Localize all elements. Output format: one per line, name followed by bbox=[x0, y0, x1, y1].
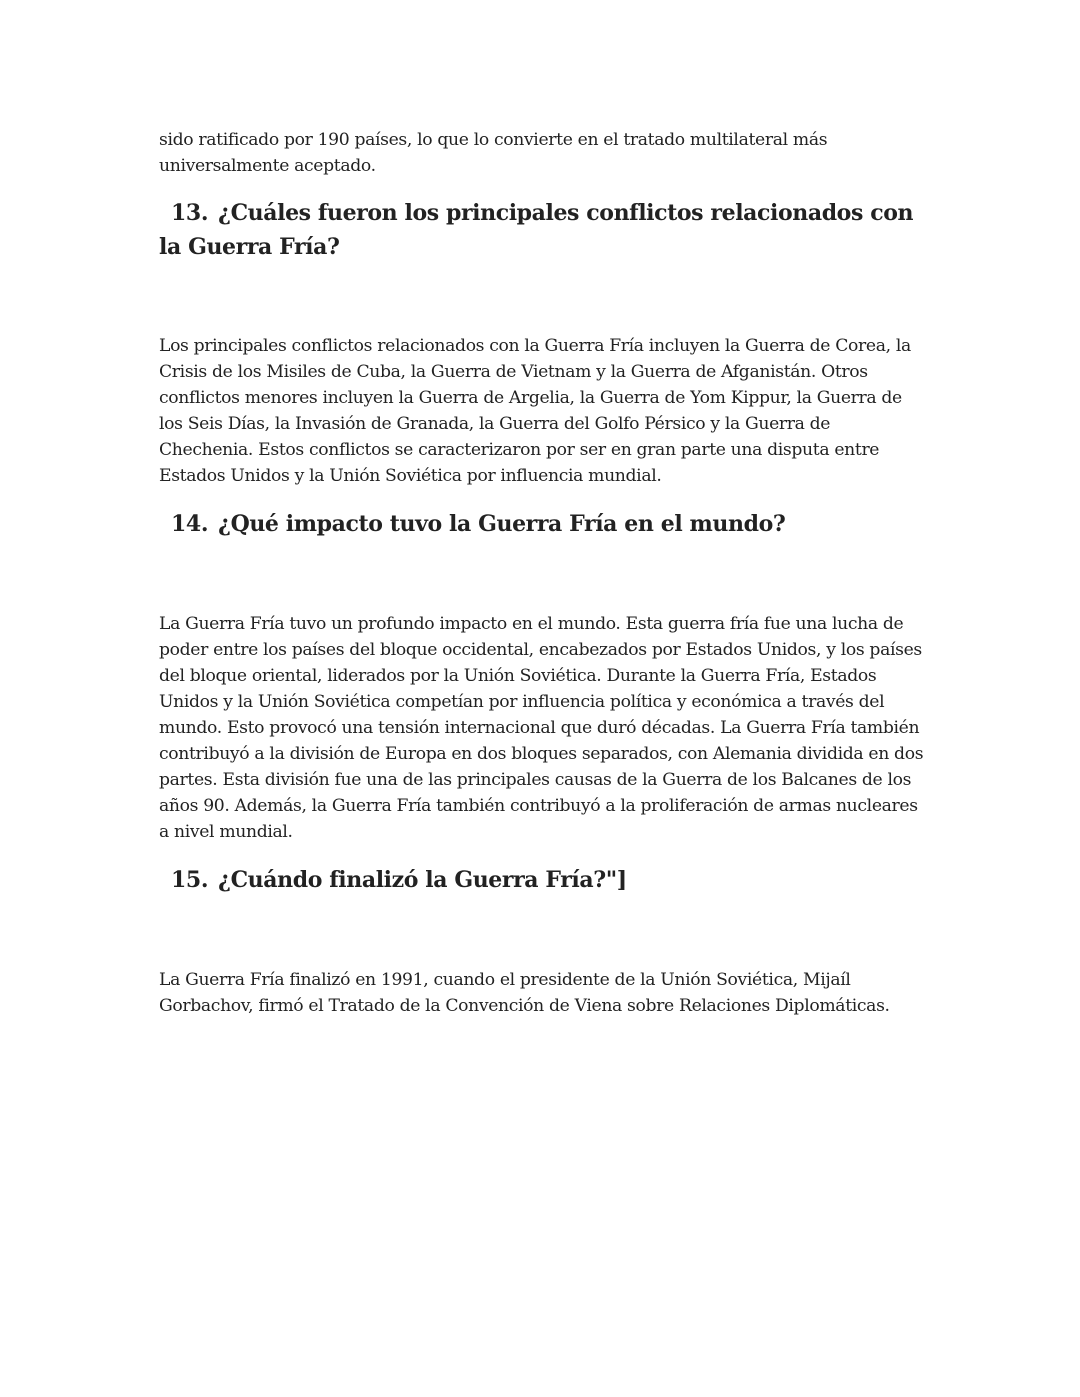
section-14-heading bbox=[159, 507, 929, 541]
section-15-number: 15. bbox=[171, 867, 209, 893]
section-13-heading bbox=[159, 196, 929, 264]
section-13-number: 13. bbox=[171, 200, 209, 226]
section-15-body: La Guerra Fría finalizó en 1991, cuando el presidente de la Unión Soviética, Mijaíl Gorbachov, firmó el Tratado de la Convención de Viena sobre Relaciones Diplomáticas. bbox=[159, 970, 890, 1016]
intro-paragraph: sido ratificado por 190 países, lo que lo convierte en el tratado multilateral más universalmente aceptado. bbox=[159, 130, 828, 176]
section-15-title: ¿Cuándo finalizó la Guerra Fría?"] bbox=[218, 867, 627, 893]
section-14-number: 14. bbox=[171, 511, 209, 537]
section-15-heading bbox=[159, 863, 929, 897]
section-14-body: La Guerra Fría tuvo un profundo impacto en el mundo. Esta guerra fría fue una lucha de poder entre los países del bloque occidental, encabezados por Estados Unidos, y los países del bloque oriental, liderados por la Unión Soviética. Durante la Guerra Fría, Estados Unidos y la Unión Soviética competían por influencia política y económica a través del mundo. Esto provocó una tensión internacional que duró décadas. La Guerra Fría también contribuyó a la división de Europa en dos bloques separados, con Alemania dividida en dos partes. Esta división fue una de las principales causas de la Guerra de los Balcanes de los años 90. Además, la Guerra Fría también contribuyó a la proliferación de armas nucleares a nivel mundial. bbox=[159, 614, 924, 842]
section-13-title: ¿Cuáles fueron los principales conflictos relacionados con la Guerra Fría? bbox=[159, 200, 914, 260]
section-14-title: ¿Qué impacto tuvo la Guerra Fría en el mundo? bbox=[218, 511, 786, 537]
section-13-body: Los principales conflictos relacionados con la Guerra Fría incluyen la Guerra de Corea, la Crisis de los Misiles de Cuba, la Guerra de Vietnam y la Guerra de Afganistán. Otros conflictos menores incluyen la Guerra de Argelia, la Guerra de Yom Kippur, la Guerra de los Seis Días, la Invasión de Granada, la Guerra del Golfo Pérsico y la Guerra de Chechenia. Estos conflictos se caracterizaron por ser en gran parte una disputa entre Estados Unidos y la Unión Soviética por influencia mundial. bbox=[159, 336, 911, 486]
